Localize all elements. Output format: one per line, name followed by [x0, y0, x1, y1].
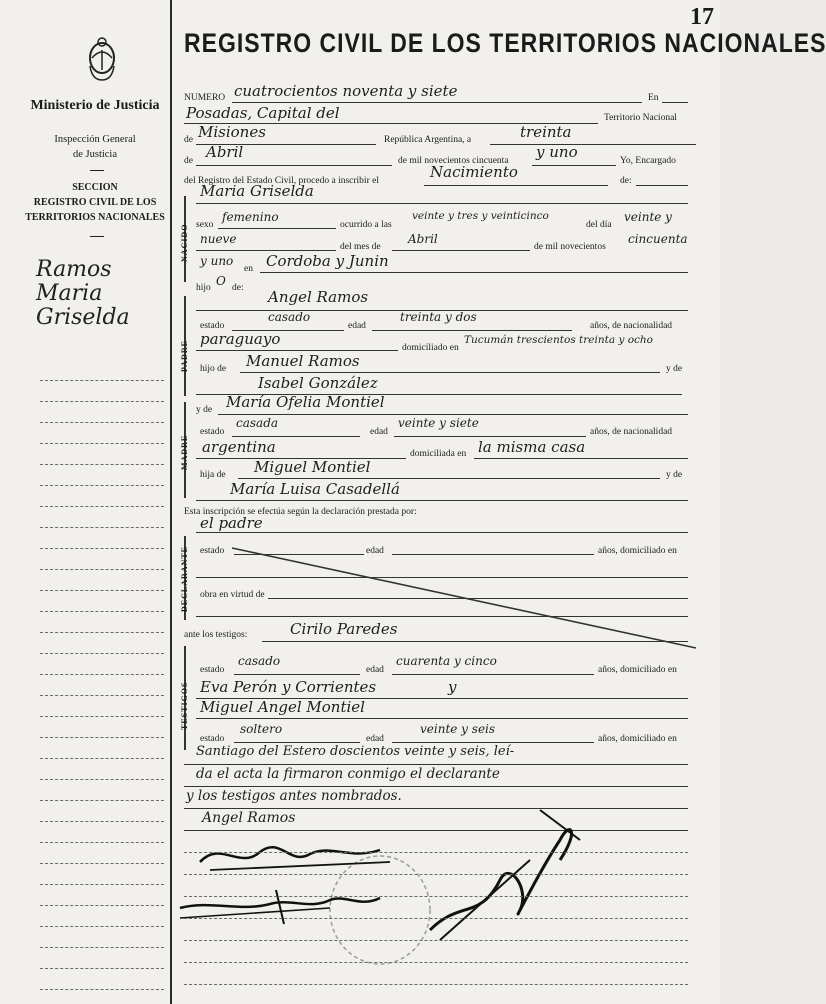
blank-line [184, 874, 688, 875]
witness1-estado: casado [238, 654, 281, 668]
margin-dotted-line [40, 968, 164, 969]
rule [372, 330, 572, 331]
margin-dotted-line [40, 422, 164, 423]
y-de-label: y de [666, 470, 683, 480]
estado-label: estado [200, 427, 225, 437]
testigos-section-label: TESTIGOS [180, 681, 189, 730]
mother-edad: veinte y siete [398, 416, 479, 430]
edad-label: edad [366, 665, 384, 675]
hijo-sex-value: O [216, 274, 226, 288]
year-label: de mil novecientos cincuenta [398, 156, 509, 166]
section-label [20, 180, 170, 225]
mother-father: Miguel Montiel [254, 458, 371, 476]
mother-domicile: la misma casa [478, 438, 586, 456]
birth-year-value-2: y uno [200, 254, 234, 268]
father-mother: Isabel González [258, 374, 378, 392]
registro-label: del Registro del Estado Civil, procedo a inscribir el [184, 176, 379, 186]
mother-nationality: argentina [202, 438, 276, 456]
place-value: Posadas, Capital del [186, 104, 340, 122]
margin-dotted-line [40, 443, 164, 444]
de-label: de [184, 135, 193, 145]
padre-label: PADRE [180, 340, 189, 372]
margin-dotted-line [40, 863, 164, 864]
rule [196, 203, 688, 204]
divider [90, 170, 104, 171]
rule [394, 436, 586, 437]
de2-label: de [184, 156, 193, 166]
rule [392, 250, 530, 251]
margin-dotted-line [40, 527, 164, 528]
inspection-line-1: Inspección General [54, 134, 136, 145]
blank-line [184, 852, 688, 853]
margin-dotted-line [40, 695, 164, 696]
declarant-value: el padre [200, 514, 263, 532]
rule [662, 102, 688, 103]
ministry-label: Ministerio de Justicia [30, 98, 160, 113]
witness1-domicile: Eva Perón y Corrientes [200, 678, 377, 696]
inspection-label [20, 132, 170, 162]
section-line-3: TERRITORIOS NACIONALES [25, 212, 165, 223]
hija-de-label: hija de [200, 470, 226, 480]
rule [196, 500, 688, 501]
father-name: Angel Ramos [268, 288, 369, 306]
month-value: Abril [206, 143, 244, 161]
inscripcion-label: Esta inscripción se efectúa según la declaración prestada por: [184, 507, 417, 517]
margin-dotted-line [40, 401, 164, 402]
signature-angel-ramos: Angel Ramos [202, 810, 296, 826]
page-number: 17 [690, 4, 714, 30]
year-value: y uno [536, 143, 578, 161]
blank-line [184, 918, 688, 919]
rule [234, 674, 360, 675]
margin-registrant-name [36, 258, 130, 330]
testigos-label: ante los testigos: [184, 630, 248, 640]
rule [232, 436, 360, 437]
rule [532, 165, 616, 166]
inspection-line-2: de Justicia [72, 149, 118, 160]
rule [240, 372, 660, 373]
margin-dotted-line [40, 485, 164, 486]
rule [196, 718, 688, 719]
estado-label: estado [200, 546, 225, 556]
section-line-2: REGISTRO CIVIL DE LOS [33, 197, 157, 208]
edad-label: edad [366, 546, 384, 556]
margin-dotted-line [40, 947, 164, 948]
father-estado: casado [268, 310, 311, 324]
anos-nacionalidad-label: años, de nacionalidad [590, 321, 673, 331]
birth-place-value: Cordoba y Junin [266, 252, 389, 270]
estado-label: estado [200, 734, 225, 744]
anos-domiciliado-label: años, domiciliado en [598, 665, 677, 675]
margin-dotted-line [40, 380, 164, 381]
father-edad: treinta y dos [400, 310, 477, 324]
witness2-domicile: Santiago del Estero doscientos veinte y seis, leí- [196, 744, 515, 759]
rule [234, 742, 360, 743]
witness1-edad: cuarenta y cinco [396, 654, 497, 668]
margin-dotted-line [40, 884, 164, 885]
edad-label: edad [370, 427, 388, 437]
rule [262, 641, 688, 642]
del-dia-label: del día [586, 220, 612, 230]
margin-dotted-line [40, 821, 164, 822]
birth-day-value-2: nueve [200, 232, 237, 246]
document-title: REGISTRO CIVIL DE LOS TERRITORIOS NACIONALES [184, 27, 826, 58]
anos-domiciliado-label: años, domiciliado en [598, 734, 677, 744]
witness1-domicile-y: y [448, 678, 457, 696]
edad-label: edad [348, 321, 366, 331]
domiciliado-label: domiciliado en [402, 343, 459, 353]
numero-label: NUMERO [184, 93, 226, 103]
numero-value: cuatrocientos noventa y siete [234, 82, 458, 100]
rule [238, 478, 660, 479]
rule [196, 532, 688, 533]
day-value: treinta [520, 123, 572, 141]
witness2-estado: soltero [240, 722, 283, 736]
margin-dotted-line [40, 464, 164, 465]
estado-label: estado [200, 665, 225, 675]
de3-label: de: [620, 176, 632, 186]
rule [184, 786, 688, 787]
obra-label: obra en virtud de [200, 590, 265, 600]
y-de2-label: y de [196, 405, 213, 415]
de4-label: de: [232, 283, 244, 293]
sexo-label: sexo [196, 220, 214, 230]
hijo-de-label: hijo de [200, 364, 227, 374]
closing-line-1: da el acta la firmaron conmigo el declarante [196, 766, 500, 782]
father-nationality: paraguayo [200, 330, 281, 348]
mother-estado: casada [236, 416, 279, 430]
margin-dotted-line [40, 989, 164, 990]
margin-dotted-line [40, 653, 164, 654]
hour-value: veinte y tres y veinticinco [412, 210, 549, 222]
rule [232, 102, 642, 103]
birth-day-value: veinte y [624, 210, 672, 224]
rule [218, 414, 688, 415]
territory-value: Misiones [198, 123, 266, 141]
margin-dotted-line [40, 758, 164, 759]
sexo-value: femenino [222, 210, 279, 224]
y-de-label: y de [666, 364, 683, 374]
witness2-name: Miguel Angel Montiel [200, 698, 365, 716]
child-name: Maria Griselda [200, 182, 314, 200]
margin-dotted-line [40, 632, 164, 633]
rule [260, 272, 688, 273]
rule [218, 228, 336, 229]
margin-dotted-line [40, 674, 164, 675]
birth-year-label: de mil novecientos [534, 242, 606, 252]
anos-nacionalidad-label: años, de nacionalidad [590, 427, 673, 437]
margin-dotted-line [40, 506, 164, 507]
closing-line-2: y los testigos antes nombrados. [186, 788, 402, 804]
mother-mother: María Luisa Casadellá [230, 480, 400, 498]
birth-year-value: cincuenta [628, 232, 688, 246]
estado-label: estado [200, 321, 225, 331]
margin-dotted-line [40, 905, 164, 906]
national-coat-of-arms-icon [86, 36, 118, 84]
witness2-edad: veinte y seis [420, 722, 496, 736]
rule [474, 458, 688, 459]
margin-divider [170, 0, 172, 1004]
rule [196, 350, 398, 351]
margin-name-line-1: Ramos [36, 257, 112, 282]
ocurrido-label: ocurrido a las [340, 220, 392, 230]
anos-domiciliado-label: años, domiciliado en [598, 546, 677, 556]
margin-name-line-2: Maria [36, 281, 103, 306]
margin-dotted-line [40, 926, 164, 927]
republica-label: República Argentina, a [384, 135, 472, 145]
blank-line [184, 940, 688, 941]
del-mes-label: del mes de [340, 242, 381, 252]
birth-month-value: Abril [408, 232, 438, 246]
section-line-1: SECCION [72, 182, 118, 193]
act-value: Nacimiento [430, 163, 518, 181]
margin-dotted-line [40, 590, 164, 591]
rule [196, 165, 392, 166]
rule [184, 764, 688, 765]
blank-line [184, 896, 688, 897]
territorio-label: Territorio Nacional [604, 113, 677, 123]
declarante-label: DECLARANTE [180, 545, 189, 612]
mother-name: María Ofelia Montiel [226, 393, 385, 411]
rule [636, 185, 688, 186]
witness1-name: Cirilo Paredes [290, 620, 398, 638]
signatures-and-stamp [180, 800, 700, 1000]
margin-dotted-line [40, 548, 164, 549]
margin-dotted-line [40, 779, 164, 780]
margin-name-line-3: Griselda [36, 305, 130, 330]
yo-label: Yo, Encargado [620, 156, 676, 166]
domiciliada-label: domiciliada en [410, 449, 467, 459]
en-label: En [648, 93, 659, 103]
margin-dotted-line [40, 842, 164, 843]
margin-dotted-line [40, 800, 164, 801]
rule [196, 250, 336, 251]
nacido-label: NACIDO [180, 223, 189, 262]
rule [392, 674, 594, 675]
blank-line [184, 984, 688, 985]
margin-dotted-line [40, 737, 164, 738]
rule [392, 742, 594, 743]
margin-dotted-line [40, 716, 164, 717]
father-father: Manuel Ramos [246, 352, 360, 370]
en2-label: en [244, 264, 253, 274]
hijo-label: hijo [196, 283, 211, 293]
father-domicile: Tucumán trescientos treinta y ocho [464, 334, 653, 346]
blank-line [184, 962, 688, 963]
madre-label: MADRE [180, 434, 189, 470]
rule [424, 185, 608, 186]
rule [490, 144, 696, 145]
margin-dotted-line [40, 569, 164, 570]
edad-label: edad [366, 734, 384, 744]
divider [90, 236, 104, 237]
margin-dotted-line [40, 611, 164, 612]
